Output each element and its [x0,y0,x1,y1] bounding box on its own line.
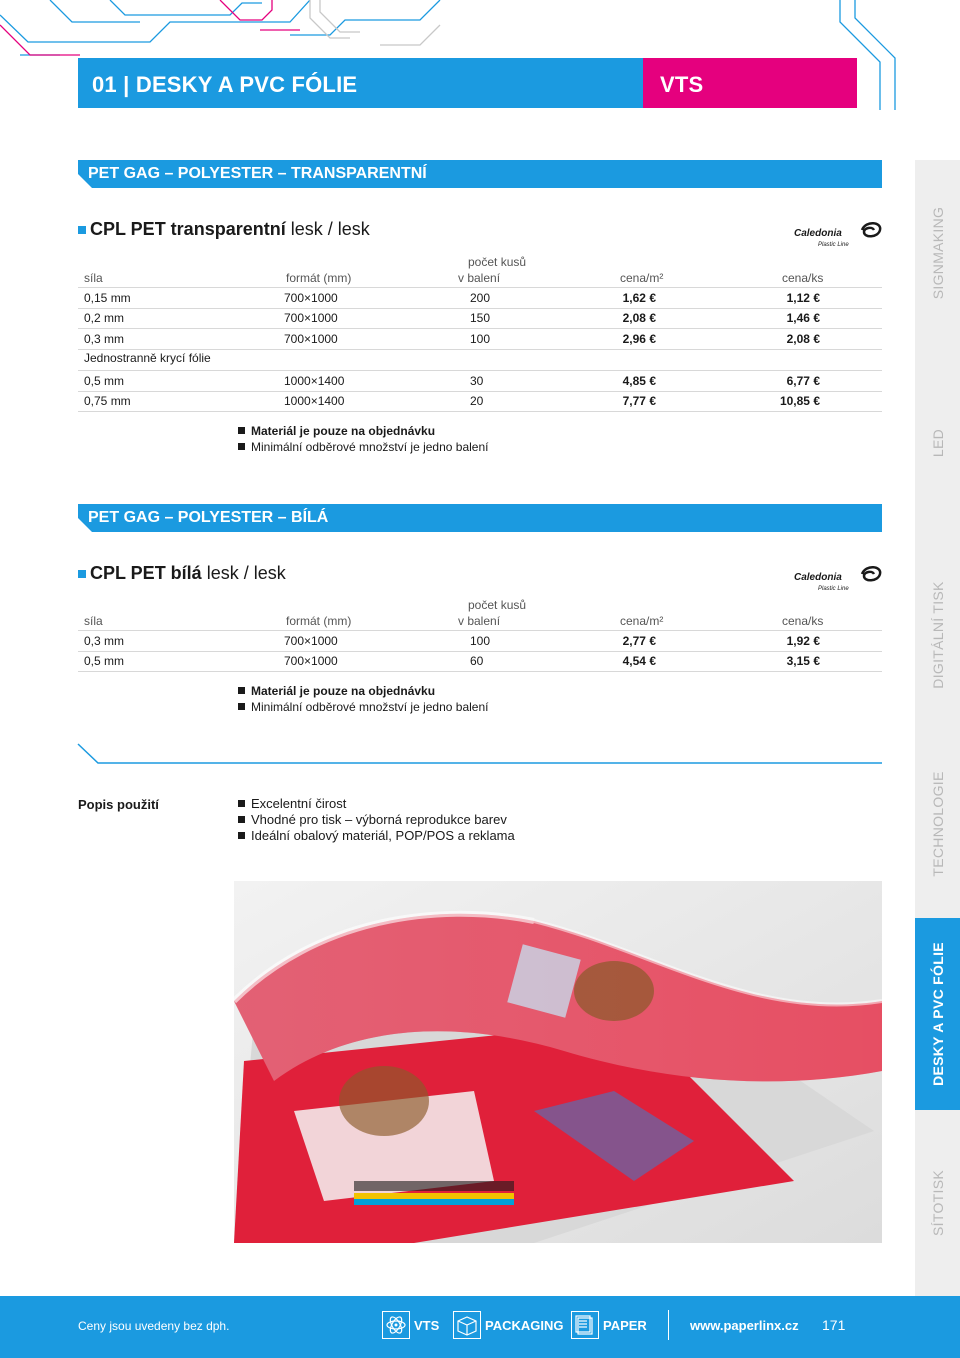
cell-format: 1000×1400 [284,374,345,388]
cell-count: 100 [470,634,491,648]
product-photo [234,881,882,1243]
package-icon [453,1311,481,1339]
square-bullet-icon [78,570,86,578]
cell-count: 60 [470,654,484,668]
caledonia-logo [792,564,884,592]
page-number: 171 [822,1317,846,1333]
side-tab-signmaking[interactable]: SIGNMAKING [915,160,960,348]
cell-count: 20 [470,394,484,408]
col-header-sila: síla [84,614,103,628]
side-tab-digital-print[interactable]: DIGITÁLNÍ TISK [915,540,960,733]
cell-count: 100 [470,332,491,346]
cell-sila: 0,15 mm [84,291,131,305]
side-tab-boards-pvc[interactable]: DESKY A PVC FÓLIE [915,918,960,1113]
cell-price-m2: 4,85 € [622,374,656,388]
square-bullet-icon [238,427,245,434]
footer-divider [668,1310,669,1340]
col-header-format: formát (mm) [286,271,352,285]
caledonia-logo [792,220,884,248]
page-title: 01 | DESKY A PVC FÓLIE [92,72,358,97]
cell-price-ks: 2,08 € [786,332,820,346]
cell-sila: 0,5 mm [84,654,125,668]
paper-icon [571,1311,599,1339]
footer-link-packaging[interactable]: PACKAGING [485,1318,564,1333]
cell-price-ks: 1,92 € [786,634,820,648]
cell-count: 150 [470,311,491,325]
cell-price-ks: 6,77 € [786,374,820,388]
brand-title: VTS [660,72,704,97]
col-header-ks: cena/ks [782,271,824,285]
col-header-count-top: počet kusů [468,255,527,269]
col-header-format: formát (mm) [286,614,352,628]
usage-label: Popis použití [78,797,159,812]
product-heading-transparent: CPL PET transparentní lesk / lesk [78,219,370,240]
cell-sila: 0,75 mm [84,394,131,408]
cell-count: 200 [470,291,491,305]
section-divider [76,742,884,766]
cell-price-m2: 2,77 € [622,634,656,648]
cell-price-m2: 7,77 € [622,394,656,408]
section-title-white: PET GAG – POLYESTER – BÍLÁ [88,509,329,526]
note-minimum: Minimální odběrové množství je jedno balení [238,700,488,714]
usage-bullet: Excelentní čirost [238,796,346,811]
cell-price-m2: 2,96 € [622,332,656,346]
cell-format: 700×1000 [284,332,338,346]
cell-price-ks: 1,46 € [786,311,820,325]
cell-sila: 0,3 mm [84,332,125,346]
cell-price-ks: 1,12 € [786,291,820,305]
square-bullet-icon [238,816,245,823]
square-bullet-icon [238,443,245,450]
table-subheading: Jednostranně krycí fólie [84,351,211,365]
footer-price-note: Ceny jsou uvedeny bez dph. [78,1319,230,1333]
col-header-count-top: počet kusů [468,598,527,612]
cell-format: 1000×1400 [284,394,345,408]
col-header-m2: cena/m² [620,614,664,628]
logo-sub: Plastic Line [818,242,849,248]
usage-bullet: Vhodné pro tisk – výborná reprodukce barev [238,812,507,827]
table-row [78,370,882,392]
cell-price-ks: 10,85 € [779,394,820,408]
logo-name: Caledonia [794,572,842,583]
table-row [78,651,882,672]
square-bullet-icon [238,687,245,694]
table-row [78,287,882,309]
table-row [78,391,882,412]
col-header-count: v balení [458,614,501,628]
cell-sila: 0,2 mm [84,311,125,325]
usage-bullet: Ideální obalový materiál, POP/POS a reklama [238,828,515,843]
square-bullet-icon [238,703,245,710]
col-header-sila: síla [84,271,103,285]
table-row [78,308,882,329]
col-header-m2: cena/m² [620,271,664,285]
square-bullet-icon [238,800,245,807]
side-tab-technology[interactable]: TECHNOLOGIE [915,730,960,921]
note-minimum: Minimální odběrové množství je jedno balení [238,440,488,454]
cell-price-m2: 2,08 € [622,311,656,325]
note-order: Materiál je pouze na objednávku [238,684,435,698]
footer-link-paper[interactable]: PAPER [603,1318,647,1333]
table-row [78,630,882,652]
side-tab-led[interactable]: LED [915,345,960,543]
cell-count: 30 [470,374,484,388]
logo-sub: Plastic Line [818,586,849,592]
section-title-transparent: PET GAG – POLYESTER – TRANSPARENTNÍ [88,165,427,182]
cell-format: 700×1000 [284,634,338,648]
logo-name: Caledonia [794,228,842,239]
table-row [78,329,882,350]
atom-icon [382,1311,410,1339]
col-header-count: v balení [458,271,501,285]
cell-price-m2: 1,62 € [622,291,656,305]
cell-format: 700×1000 [284,311,338,325]
square-bullet-icon [238,832,245,839]
product-heading-white: CPL PET bílá lesk / lesk [78,563,286,584]
col-header-ks: cena/ks [782,614,824,628]
note-order: Materiál je pouze na objednávku [238,424,435,438]
cell-format: 700×1000 [284,291,338,305]
square-bullet-icon [78,226,86,234]
cell-sila: 0,3 mm [84,634,125,648]
footer-link-vts[interactable]: VTS [414,1318,440,1333]
footer-url[interactable]: www.paperlinx.cz [690,1318,799,1333]
cell-sila: 0,5 mm [84,374,125,388]
side-tab-screen-print[interactable]: SÍTOTISK [915,1110,960,1299]
cell-price-m2: 4,54 € [622,654,656,668]
cell-price-ks: 3,15 € [786,654,820,668]
cell-format: 700×1000 [284,654,338,668]
